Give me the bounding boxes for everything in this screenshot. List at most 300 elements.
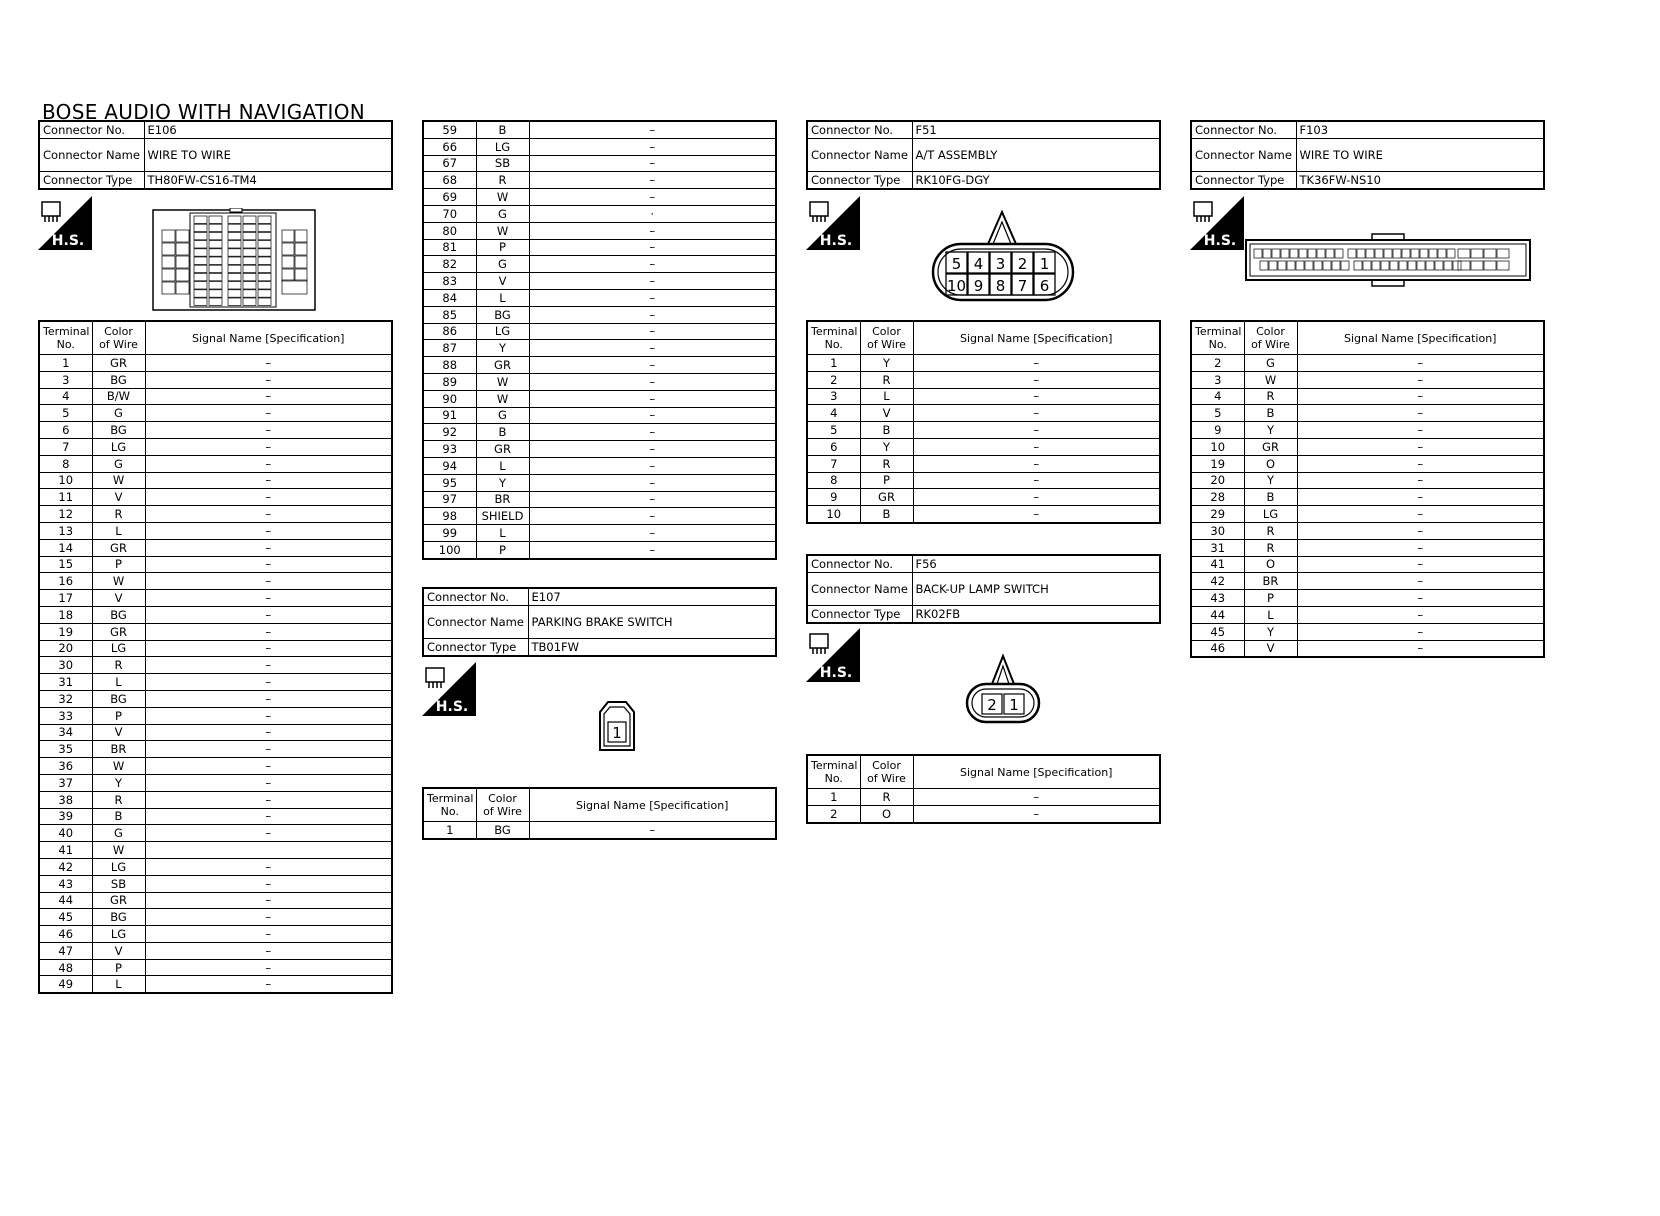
signal-cell: –	[145, 355, 392, 372]
wire-color-cell: GR	[860, 489, 913, 506]
e106-pin-table	[38, 320, 393, 994]
table-row	[423, 441, 776, 458]
table-row	[423, 256, 776, 273]
signal-cell: –	[1297, 472, 1544, 489]
e106-pin-cavity	[228, 273, 241, 280]
e106-pin-cavity	[162, 243, 175, 255]
signal-cell: –	[145, 926, 392, 943]
table-row	[39, 791, 392, 808]
f51-connector-name: A/T ASSEMBLY	[912, 139, 1160, 172]
table-row	[423, 189, 776, 206]
table-row	[423, 155, 776, 172]
terminal-header	[39, 321, 92, 355]
signal-cell: –	[145, 522, 392, 539]
signal-cell: –	[529, 424, 776, 441]
signal-cell: –	[145, 489, 392, 506]
wire-color-cell: Y	[860, 438, 913, 455]
terminal-cell: 93	[423, 441, 476, 458]
terminal-cell: 48	[39, 959, 92, 976]
connector-type-label: Connector Type	[1191, 172, 1296, 190]
wire-color-cell: Y	[476, 474, 529, 491]
wire-color-cell: L	[92, 976, 145, 993]
connector-type-label: Connector Type	[807, 606, 912, 624]
terminal-cell: 1	[807, 355, 860, 372]
signal-cell: –	[529, 441, 776, 458]
e107-connector-type: TB01FW	[528, 639, 776, 657]
table-row	[39, 590, 392, 607]
terminal-header	[423, 788, 476, 822]
e106-pin-cavity	[243, 273, 256, 280]
table-row	[39, 506, 392, 523]
signal-cell: –	[913, 506, 1160, 523]
e106-pin-cavity	[209, 216, 222, 223]
signal-cell: –	[529, 525, 776, 542]
signal-cell: –	[145, 976, 392, 993]
table-row	[423, 424, 776, 441]
e106-cavity-frame	[190, 213, 276, 307]
e106-pin-cavity	[243, 216, 256, 223]
terminal-cell: 30	[39, 657, 92, 674]
wire-color-cell: BG	[476, 306, 529, 323]
e106-pin-cavity	[162, 269, 175, 281]
table-row	[423, 474, 776, 491]
terminal-cell: 32	[39, 690, 92, 707]
hs-icon	[1190, 196, 1244, 250]
terminal-cell: 97	[423, 491, 476, 508]
terminal-cell: 7	[39, 438, 92, 455]
f103-connector-face-icon	[1244, 232, 1532, 290]
wire-color-cell: B	[1244, 489, 1297, 506]
terminal-cell: 9	[1191, 422, 1244, 439]
signal-cell: –	[1297, 539, 1544, 556]
table-row	[1191, 422, 1544, 439]
connector-name-label: Connector Name	[1191, 139, 1296, 172]
terminal-cell: 1	[807, 789, 860, 806]
signal-cell: –	[1297, 640, 1544, 657]
table-row	[423, 541, 776, 558]
signal-cell: –	[1297, 623, 1544, 640]
wire-color-cell: SB	[476, 155, 529, 172]
terminal-cell: 8	[807, 472, 860, 489]
terminal-cell: 4	[39, 388, 92, 405]
signal-cell: –	[529, 172, 776, 189]
connector-name-label: Connector Name	[423, 606, 528, 639]
wire-color-cell: P	[92, 959, 145, 976]
wire-color-cell: BG	[92, 422, 145, 439]
table-row	[807, 438, 1160, 455]
e106-pin-cavity	[162, 282, 175, 294]
table-row	[1191, 506, 1544, 523]
wire-color-cell: L	[860, 388, 913, 405]
table-row	[423, 340, 776, 357]
e106-pin-cavity	[209, 224, 222, 231]
terminal-cell: 89	[423, 373, 476, 390]
terminal-cell: 43	[39, 875, 92, 892]
signal-cell: –	[913, 455, 1160, 472]
wire-color-cell: W	[92, 842, 145, 859]
hs-label: H.S.	[435, 699, 469, 715]
f56-connector-face-icon	[964, 652, 1042, 724]
table-row	[423, 138, 776, 155]
terminal-cell: 10	[39, 472, 92, 489]
wire-color-cell: R	[1244, 522, 1297, 539]
terminal-cell: 49	[39, 976, 92, 993]
terminal-cell: 18	[39, 606, 92, 623]
wire-color-cell: LG	[476, 323, 529, 340]
wire-color-cell: P	[1244, 590, 1297, 607]
e106-pin-cavity	[282, 269, 294, 281]
signal-cell: –	[913, 355, 1160, 372]
wire-color-cell: B	[92, 808, 145, 825]
f56-pin-2: 2	[987, 696, 997, 714]
wire-color-cell: O	[1244, 455, 1297, 472]
f51-pin-label: 1	[1039, 255, 1050, 273]
signal-cell: –	[529, 323, 776, 340]
table-row	[423, 289, 776, 306]
terminal-cell: 100	[423, 541, 476, 558]
wire-color-cell: LG	[92, 438, 145, 455]
f56-pin-1: 1	[1009, 696, 1019, 714]
table-row	[39, 724, 392, 741]
e107-connector-name: PARKING BRAKE SWITCH	[528, 606, 776, 639]
signal-cell: –	[145, 606, 392, 623]
hs-label: H.S.	[819, 665, 853, 681]
hs-icon	[806, 628, 860, 682]
wire-color-cell: G	[92, 455, 145, 472]
signal-cell: –	[145, 690, 392, 707]
terminal-cell: 47	[39, 942, 92, 959]
terminal-cell: 33	[39, 707, 92, 724]
terminal-cell: 20	[39, 640, 92, 657]
e106-pin-cavity	[209, 290, 222, 297]
table-row	[807, 371, 1160, 388]
table-row	[423, 508, 776, 525]
e106-pin-cavity	[295, 269, 307, 281]
e106-pin-cavity	[243, 257, 256, 264]
signal-cell: –	[529, 541, 776, 558]
e106-pin-cavity	[282, 230, 294, 242]
terminal-cell: 38	[39, 791, 92, 808]
wire-color-cell: BG	[476, 822, 529, 839]
table-row	[1191, 539, 1544, 556]
e106-pin-cavity	[258, 257, 271, 264]
signal-cell: –	[529, 508, 776, 525]
connector-no-label: Connector No.	[1191, 121, 1296, 139]
signal-cell: –	[913, 405, 1160, 422]
f56-connector-name: BACK-UP LAMP SWITCH	[912, 573, 1160, 606]
connector-no-label: Connector No.	[39, 121, 144, 139]
e106-pin-cavity	[228, 232, 241, 239]
signal-header: Signal Name [Specification]	[1297, 321, 1544, 355]
e106-pin-cavity	[176, 282, 189, 294]
signal-cell: –	[529, 474, 776, 491]
e106-pin-cavity	[258, 265, 271, 272]
e106-pin-cavity	[228, 282, 241, 289]
wire-color-cell: R	[92, 791, 145, 808]
wire-color-cell: V	[92, 724, 145, 741]
signal-cell: –	[529, 340, 776, 357]
e106-pin-cavity	[176, 230, 189, 242]
signal-cell: –	[145, 455, 392, 472]
f51-pin-label: 5	[951, 255, 962, 273]
signal-cell: –	[529, 407, 776, 424]
color-header-line1: Color	[872, 325, 901, 338]
table-row	[807, 789, 1160, 806]
terminal-cell: 1	[423, 822, 476, 839]
wire-color-cell: BG	[92, 690, 145, 707]
signal-cell: –	[913, 489, 1160, 506]
e106-pin-cavity	[243, 298, 256, 305]
f103-header	[1190, 120, 1545, 190]
color-header-line2: of Wire	[867, 772, 906, 785]
wire-color-cell: G	[476, 205, 529, 222]
terminal-cell: 16	[39, 573, 92, 590]
terminal-cell: 69	[423, 189, 476, 206]
terminal-cell: 85	[423, 306, 476, 323]
f51-pin-label: 3	[995, 255, 1006, 273]
wire-color-cell: LG	[92, 640, 145, 657]
e106-pin-cavity	[228, 216, 241, 223]
wire-color-cell: W	[476, 390, 529, 407]
wire-color-cell: P	[92, 556, 145, 573]
e106-connector-no: E106	[144, 121, 392, 139]
e106-pin-cavity	[258, 290, 271, 297]
wire-color-cell: W	[92, 472, 145, 489]
wire-color-cell: SB	[92, 875, 145, 892]
terminal-cell: 80	[423, 222, 476, 239]
e106-pin-cavity	[243, 232, 256, 239]
signal-cell: –	[145, 556, 392, 573]
wire-color-cell: B	[860, 506, 913, 523]
terminal-cell: 37	[39, 774, 92, 791]
color-header-line1: Color	[488, 792, 517, 805]
e106-pin-cavity	[209, 282, 222, 289]
signal-cell: –	[529, 491, 776, 508]
connector-name-label: Connector Name	[807, 139, 912, 172]
table-row	[807, 355, 1160, 372]
terminal-cell: 28	[1191, 489, 1244, 506]
table-row	[423, 222, 776, 239]
terminal-cell: 4	[1191, 388, 1244, 405]
wire-color-cell: V	[476, 273, 529, 290]
signal-cell: –	[913, 472, 1160, 489]
e106-pin-cavity	[243, 249, 256, 256]
signal-cell: –	[145, 808, 392, 825]
signal-cell: –	[1297, 489, 1544, 506]
terminal-cell: 90	[423, 390, 476, 407]
hs-label: H.S.	[1203, 233, 1237, 249]
signal-cell: –	[913, 388, 1160, 405]
table-row	[39, 388, 392, 405]
table-row	[39, 489, 392, 506]
table-row	[39, 355, 392, 372]
wire-color-cell: LG	[476, 138, 529, 155]
wire-color-cell: L	[476, 525, 529, 542]
terminal-cell: 41	[39, 842, 92, 859]
wire-color-cell: V	[860, 405, 913, 422]
terminal-cell: 4	[807, 405, 860, 422]
table-row	[39, 606, 392, 623]
signal-cell: –	[529, 273, 776, 290]
terminal-cell: 29	[1191, 506, 1244, 523]
signal-cell: –	[145, 590, 392, 607]
e106-pin-cavity	[209, 257, 222, 264]
signal-cell: –	[1297, 388, 1544, 405]
terminal-cell: 20	[1191, 472, 1244, 489]
f103-connector-no: F103	[1296, 121, 1544, 139]
terminal-cell: 5	[1191, 405, 1244, 422]
table-row	[39, 573, 392, 590]
terminal-header	[1191, 321, 1244, 355]
e106-pin-cavity	[194, 282, 207, 289]
wire-color-cell: G	[1244, 355, 1297, 372]
terminal-header-line2: No.	[440, 805, 459, 818]
wire-color-cell: R	[860, 371, 913, 388]
wire-color-cell: GR	[92, 355, 145, 372]
wire-color-cell: W	[476, 189, 529, 206]
connector-name-label: Connector Name	[807, 573, 912, 606]
f51-pin-label: 6	[1039, 277, 1050, 295]
e106-pin-cavity	[295, 243, 307, 255]
table-row	[39, 556, 392, 573]
terminal-header	[807, 321, 860, 355]
table-row	[423, 407, 776, 424]
signal-cell	[145, 842, 392, 859]
signal-cell: –	[145, 422, 392, 439]
color-header	[1244, 321, 1297, 355]
table-row	[1191, 405, 1544, 422]
terminal-cell: 45	[39, 909, 92, 926]
terminal-cell: 70	[423, 205, 476, 222]
signal-header: Signal Name [Specification]	[145, 321, 392, 355]
table-row	[39, 690, 392, 707]
signal-cell: –	[145, 640, 392, 657]
signal-cell: –	[529, 822, 776, 839]
signal-cell: –	[1297, 422, 1544, 439]
terminal-cell: 92	[423, 424, 476, 441]
wire-color-cell: L	[476, 289, 529, 306]
wire-color-cell: R	[476, 172, 529, 189]
wire-color-cell: R	[1244, 388, 1297, 405]
signal-cell: –	[145, 405, 392, 422]
table-row	[1191, 388, 1544, 405]
terminal-cell: 94	[423, 457, 476, 474]
e106-pin-cavity	[209, 298, 222, 305]
table-row	[1191, 556, 1544, 573]
table-row	[1191, 489, 1544, 506]
table-row	[39, 438, 392, 455]
signal-cell: –	[1297, 522, 1544, 539]
terminal-cell: 87	[423, 340, 476, 357]
e106-connector-type: TH80FW-CS16-TM4	[144, 172, 392, 190]
terminal-cell: 40	[39, 825, 92, 842]
e106-connector-face-icon	[152, 208, 316, 312]
wire-color-cell: GR	[476, 357, 529, 374]
terminal-header-line1: Terminal	[811, 759, 858, 772]
terminal-cell: 3	[807, 388, 860, 405]
wire-color-cell: P	[92, 707, 145, 724]
terminal-cell: 42	[1191, 573, 1244, 590]
e106-pin-cavity	[176, 243, 189, 255]
connector-name-label: Connector Name	[39, 139, 144, 172]
e106-pin-cavity	[209, 249, 222, 256]
signal-cell: –	[529, 121, 776, 138]
wire-color-cell: Y	[1244, 623, 1297, 640]
table-row	[1191, 640, 1544, 657]
terminal-cell: 44	[39, 892, 92, 909]
hs-icon	[422, 662, 476, 716]
terminal-cell: 44	[1191, 606, 1244, 623]
e106-pin-cavity	[282, 256, 294, 268]
e106-pin-cavity	[194, 249, 207, 256]
wire-color-cell: L	[476, 457, 529, 474]
table-row	[39, 825, 392, 842]
table-row	[1191, 522, 1544, 539]
terminal-header-line2: No.	[56, 338, 75, 351]
table-row	[807, 388, 1160, 405]
f51-pin-label: 7	[1017, 277, 1028, 295]
hs-icon	[806, 196, 860, 250]
terminal-cell: 17	[39, 590, 92, 607]
e106-pin-cavity	[295, 256, 307, 268]
hs-label: H.S.	[819, 233, 853, 249]
table-row	[1191, 371, 1544, 388]
e106-pin-cavity	[162, 230, 175, 242]
color-header-line2: of Wire	[483, 805, 522, 818]
signal-cell: –	[1297, 405, 1544, 422]
table-row	[1191, 623, 1544, 640]
table-row	[423, 357, 776, 374]
e106-pin-cavity	[228, 265, 241, 272]
table-row	[39, 909, 392, 926]
terminal-cell: 5	[807, 422, 860, 439]
table-row	[423, 525, 776, 542]
signal-cell: –	[145, 539, 392, 556]
terminal-cell: 34	[39, 724, 92, 741]
signal-cell: ·	[529, 205, 776, 222]
signal-cell: –	[145, 892, 392, 909]
hs-label: H.S.	[51, 233, 85, 249]
table-row	[1191, 573, 1544, 590]
e107-connector-face-icon	[598, 700, 638, 752]
table-row	[39, 455, 392, 472]
signal-cell: –	[1297, 573, 1544, 590]
table-row	[423, 306, 776, 323]
table-row	[423, 323, 776, 340]
wire-color-cell: BR	[476, 491, 529, 508]
terminal-cell: 91	[423, 407, 476, 424]
wire-color-cell: P	[476, 239, 529, 256]
table-row	[39, 522, 392, 539]
table-row	[807, 805, 1160, 822]
table-row	[39, 741, 392, 758]
signal-cell: –	[145, 623, 392, 640]
terminal-header-line2: No.	[824, 772, 843, 785]
e106-pin-cavity	[258, 282, 271, 289]
terminal-cell: 3	[39, 371, 92, 388]
table-row	[423, 491, 776, 508]
terminal-cell: 81	[423, 239, 476, 256]
page-title: BOSE AUDIO WITH NAVIGATION	[42, 100, 365, 124]
e106-pin-cavity	[228, 241, 241, 248]
signal-cell: –	[145, 371, 392, 388]
wire-color-cell: GR	[92, 539, 145, 556]
e106-pin-cavity	[243, 282, 256, 289]
table-row	[1191, 438, 1544, 455]
terminal-cell: 7	[807, 455, 860, 472]
e106-header	[38, 120, 393, 190]
e106-pin-cavity	[176, 256, 189, 268]
